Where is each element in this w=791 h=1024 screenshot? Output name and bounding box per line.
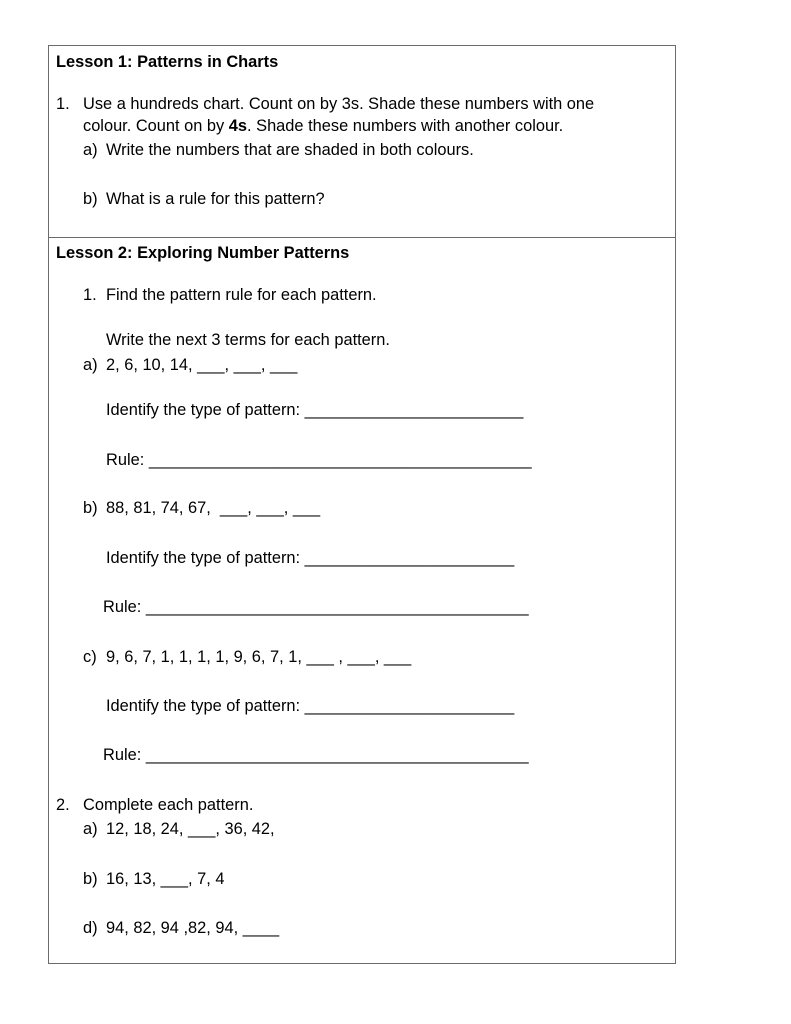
l2-q2-d-label: d) (83, 919, 98, 937)
l2-q1-a-sequence: 2, 6, 10, 14, ___, ___, ___ (106, 356, 298, 374)
l2-q2-b-label: b) (83, 870, 98, 888)
l2-q2-d-sequence: 94, 82, 94 ,82, 94, ____ (106, 919, 280, 937)
l2-q2-text: Complete each pattern. (83, 796, 254, 814)
l2-q2-b-sequence: 16, 13, ___, 7, 4 (106, 870, 225, 888)
l2-q1-c-label: c) (83, 648, 97, 666)
l2-q2-a-sequence: 12, 18, 24, ___, 36, 42, (106, 820, 275, 838)
l1-q1-a-label: a) (83, 141, 98, 159)
l2-q1-c-sequence: 9, 6, 7, 1, 1, 1, 1, 9, 6, 7, 1, ___ , ___, ___ (106, 648, 412, 666)
l2-q1-a-label: a) (83, 356, 98, 374)
l1-q1-b-label: b) (83, 190, 98, 208)
l2-q1-b-label: b) (83, 499, 98, 517)
l1-q1-line2-post: . Shade these numbers with another colour. (247, 117, 564, 135)
l2-q1-b-type-prompt: Identify the type of pattern: _______________________ (106, 549, 515, 567)
l1-q1-line2-bold: 4s (228, 117, 248, 135)
lesson-2-heading: Lesson 2: Exploring Number Patterns (56, 244, 350, 262)
l2-q1-b-rule-prompt: Rule: __________________________________________ (103, 598, 529, 616)
lesson-1-heading: Lesson 1: Patterns in Charts (56, 53, 279, 71)
l2-q1-number: 1. (83, 286, 97, 304)
l2-q1-text: Find the pattern rule for each pattern. (106, 286, 377, 304)
l2-q2-a-label: a) (83, 820, 98, 838)
l1-q1-b-text: What is a rule for this pattern? (106, 190, 325, 208)
l1-q1-number: 1. (56, 95, 70, 113)
l1-q1-line2-pre: colour. Count on by (83, 117, 229, 135)
l1-q1-a-text: Write the numbers that are shaded in both colours. (106, 141, 474, 159)
l2-q1-a-rule-prompt: Rule: __________________________________________ (106, 451, 532, 469)
l1-q1-line2 (83, 116, 563, 136)
l2-q1-a-type-prompt: Identify the type of pattern: ________________________ (106, 401, 524, 419)
l2-q2-number: 2. (56, 796, 70, 814)
l2-q1-c-rule-prompt: Rule: __________________________________________ (103, 746, 529, 764)
l2-q1-c-type-prompt: Identify the type of pattern: _______________________ (106, 697, 515, 715)
l2-q1-b-sequence: 88, 81, 74, 67, ___, ___, ___ (106, 499, 321, 517)
l2-q1-instruction: Write the next 3 terms for each pattern. (106, 331, 390, 349)
l1-q1-line1: Use a hundreds chart. Count on by 3s. Shade these numbers with one (83, 95, 595, 113)
